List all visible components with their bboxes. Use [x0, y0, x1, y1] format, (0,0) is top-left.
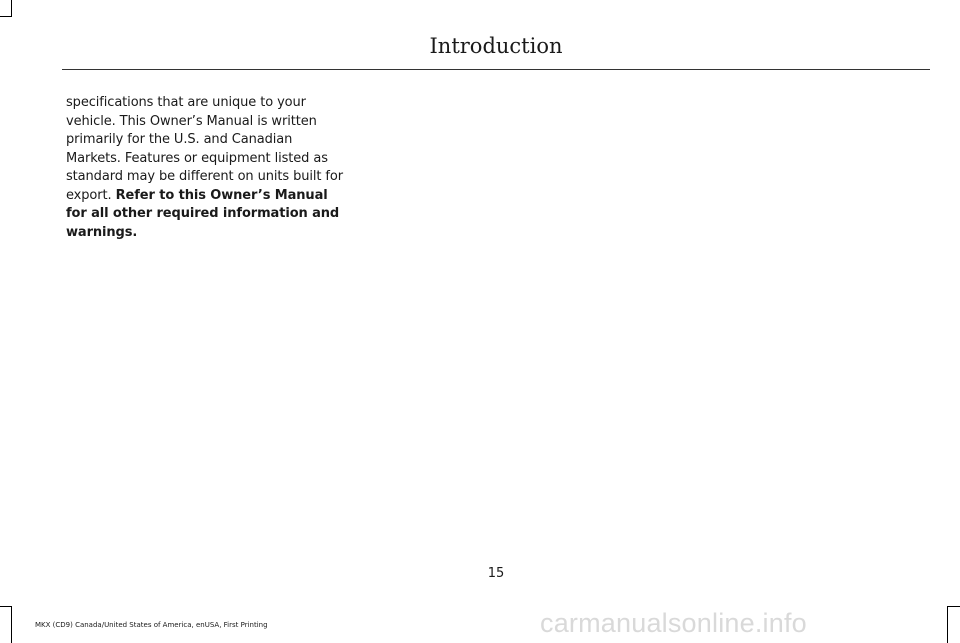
edition-footer: MKX (CD9) Canada/United States of America, enUSA, First Printing [35, 621, 268, 629]
page-number: 15 [487, 566, 505, 581]
body-paragraph [66, 94, 348, 242]
crop-mark-top-left-horizontal [0, 16, 12, 17]
watermark: carmanualsonline.info [540, 608, 807, 638]
crop-mark-top-left-vertical [11, 0, 12, 16]
header-divider [62, 69, 930, 70]
page-title: Introduction [429, 34, 563, 58]
body-paragraph-text: specifications that are unique to your vehicle. This Owner’s Manual is written primarily for the U.S. and Canadian Markets. Features or equipment listed as standard may be different on units built for export. [66, 95, 344, 203]
crop-mark-bottom-right-vertical [947, 606, 948, 643]
crop-mark-bottom-left-vertical [11, 606, 12, 643]
crop-mark-bottom-left-horizontal [0, 606, 12, 607]
body-paragraph-bold-text: Refer to this Owner’s Manual for all other required information and warnings. [66, 187, 340, 240]
crop-mark-bottom-right-horizontal [947, 606, 960, 607]
